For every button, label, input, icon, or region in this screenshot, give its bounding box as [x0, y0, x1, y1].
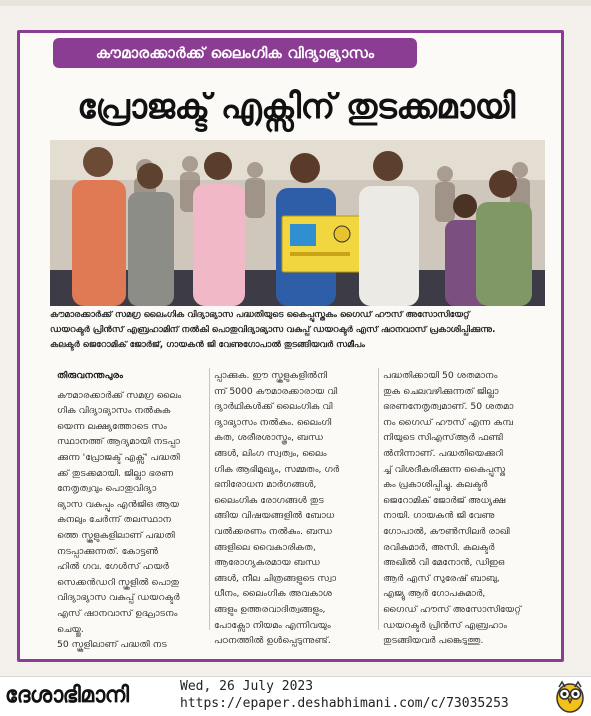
body-line: ഹിൽ ഗവ. ഗേൾസ് ഹയർ — [57, 561, 169, 573]
column-divider — [378, 368, 379, 630]
body-line: ആർ എസ് സുരേഷ് ബാബു, — [383, 572, 500, 584]
body-line: നം ഗൈഡ് ഹൗസ് എന്ന കമ്പ — [383, 416, 513, 428]
body-line: ജെറോമിക് ജോർജ് അധ്യക്ഷ — [383, 494, 506, 506]
body-line: ഭരണനേതൃത്വമാണ്. 50 ശതമാ — [383, 401, 514, 413]
body-line: വൽക്കരണം നൽകും. ബന്ധ — [214, 525, 333, 537]
body-line: അഖിൽ വി മേനോൻ, ഡിഇഒ — [383, 557, 505, 569]
body-line: കനലും ചേർന്ന് തലസ്ഥാന — [57, 514, 172, 526]
body-line: ഗൈഡ് ഹൗസ് അസോസിയേറ്റ് — [383, 603, 522, 615]
body-line: നിയുടെ സിഎസ്ആർ ഫണ്ടി — [383, 432, 503, 444]
body-line: നായി. ഗായകൻ ജി വേണു — [383, 510, 495, 522]
body-line: ന്ന് 5000 കൗമാരക്കാരായ വി — [214, 385, 338, 397]
caption-line: കലക്ടർ ജെറോമിക് ജോർജ്, ഗായകൻ ജി വേണുഗോപാൽ തുടങ്ങിയവർ സമീപം — [50, 340, 365, 350]
page-top-edge — [0, 0, 591, 6]
body-line: ക്കുന്ന 'പ്രോജക്ട് എക്സ്' പദ്ധതി — [57, 451, 180, 463]
edition-date: Wed, 26 July 2023 — [180, 679, 314, 694]
dateline: തിരുവനന്തപുരം — [57, 370, 123, 381]
caption-line: കൗമാരക്കാർക്ക് സമഗ്ര ലൈംഗിക വിദ്യാഭ്യാസ പദ്ധതിയുടെ കൈപ്പുസ്തകം ഗൈഡ് ഹൗസ് അസോസിയേറ്റ് — [50, 310, 470, 320]
body-line: ഗിക വിദ്യാഭ്യാസം നൽകുക — [57, 405, 171, 417]
body-line: ങ്ങളിലെ വൈകാരികത, — [214, 541, 316, 553]
body-line: യെന്ന ലക്ഷ്യത്തോടെ സം — [57, 420, 167, 432]
body-line: ദ്യാഭ്യാസം നൽകും. ലൈംഗി — [214, 416, 332, 428]
photo-caption — [50, 308, 545, 356]
body-line: ങ്ങളും ഉത്തരവാദിത്വങ്ങളും, — [214, 603, 326, 615]
body-line: കത, ശരീരശാസ്ത്രം, ബന്ധ — [214, 432, 324, 444]
body-line: ച്ച് വിശദീകരിക്കുന്ന കൈപ്പുസ്ത — [383, 463, 506, 475]
body-line: ലൈംഗിക രോഗങ്ങൾ തുട — [214, 494, 324, 506]
body-line: പ്പാക്കുക. ഈ സ്കൂളുകളിൽനി — [214, 370, 328, 381]
body-line: ഗോപാൽ, കൗൺസിലർ രാഖി — [383, 525, 510, 537]
news-photo — [50, 140, 545, 306]
article-column-2 — [214, 368, 374, 647]
epaper-link[interactable]: https://epaper.deshabhimani.com/c/73035253 — [180, 696, 509, 711]
body-line: ചെയ്തു. — [57, 623, 84, 635]
body-line: ഡയറക്ടർ പ്രിൻസ് എബ്രഹാം — [383, 619, 507, 631]
body-line: തുടങ്ങിയവർ പങ്കെടുത്തു. — [383, 635, 484, 647]
body-line: ങ്ങൾ, ലിംഗ സ്വത്വം, ലൈം — [214, 447, 327, 459]
body-line: എജ്യു ആർ ഗോപകുമാർ, — [383, 588, 486, 600]
body-line: ങ്ങിയ വിഷയങ്ങളിൽ ബോധ — [214, 510, 335, 522]
body-line: സ്ഥാനത്ത് ആദ്യമായി നടപ്പാ — [57, 436, 180, 448]
body-line: സെക്കൻഡറി സ്കൂളിൽ പൊതു — [57, 576, 179, 588]
body-line: നേതൃത്വവും പൊതുവിദ്യാ — [57, 483, 157, 495]
body-line: ആരോഗ്യകരമായ ബന്ധ — [214, 557, 320, 569]
body-line: പദ്ധതിക്കായി 50 ശതമാനം — [383, 370, 498, 381]
news-photo-illustration — [50, 140, 545, 306]
body-line: ദ്യാർഥികൾക്ക് ലൈംഗിക വി — [214, 401, 333, 413]
owl-mascot-icon — [553, 679, 587, 713]
article-kicker: കൗമാരക്കാർക്ക് ലൈംഗിക വിദ്യാഭ്യാസം — [53, 38, 417, 68]
body-line: നടപ്പാക്കുന്നത്. കോട്ടൺ — [57, 545, 159, 557]
body-line: ഭനിരോധന മാർഗങ്ങൾ, — [214, 479, 317, 491]
body-line: തുക ചെലവഴിക്കുന്നത് ജില്ലാ — [383, 385, 499, 397]
body-line: ധീനം, ലൈംഗിക അവകാശ — [214, 588, 332, 600]
body-line: എസ് ഷാനവാസ് ഉദ്ഘാടനം — [57, 607, 178, 619]
body-line: ൽനിന്നാണ്. പദ്ധതിയെക്കുറി — [383, 447, 503, 459]
body-line: പോക്സോ നിയമം എന്നിവയും — [214, 619, 331, 631]
body-line: ക്ക് തുടക്കമായി. ജില്ലാ ഭരണ — [57, 467, 174, 479]
article-column-3 — [383, 368, 540, 647]
newspaper-logo: ദേശാഭിമാനി — [5, 683, 129, 708]
caption-line: ഡയറക്ടർ പ്രിൻസ് എബ്രഹാമിന് നൽകി പൊതുവിദ്യാഭ്യാസ വകുപ്പ് ഡയറക്ടർ എസ് ഷാനവാസ് പ്രകാശിപ്പിക്കുന്നു. — [50, 325, 496, 335]
body-line: രവികുമാർ, അസി. കലക്ടർ — [383, 541, 495, 553]
body-line: ഗിക ആഭിമുഖ്യം, സമ്മതം, ഗർ — [214, 463, 340, 475]
edition-info — [180, 678, 540, 712]
column-divider — [209, 368, 210, 630]
body-line: 50 സ്കൂളിലാണ് പദ്ധതി നട — [57, 639, 167, 651]
body-line: ങ്ങൾ, നീല ചിത്രങ്ങളുടെ സ്വാ — [214, 572, 337, 584]
body-line: വിദ്യാഭ്യാസ വകുപ്പ് ഡയറക്ടർ — [57, 592, 180, 604]
body-line: കം പ്രകാശിപ്പിച്ചു. കലക്ടർ — [383, 479, 488, 491]
article-column-1 — [57, 368, 207, 651]
body-line: ഭ്യാസ വകുപ്പും എൻജിഒ ആയ — [57, 498, 180, 510]
article-headline: പ്രോജക്ട് എക്സിന് തുടക്കമായി — [77, 87, 515, 127]
body-line: ത്തെ സ്കൂളുകളിലാണ് പദ്ധതി — [57, 529, 175, 541]
body-line: കൗമാരക്കാർക്ക് സമഗ്ര ലൈം — [57, 389, 182, 401]
body-line: പഠനത്തിൽ ഉൾപ്പെടുന്നുണ്ട്. — [214, 635, 331, 647]
